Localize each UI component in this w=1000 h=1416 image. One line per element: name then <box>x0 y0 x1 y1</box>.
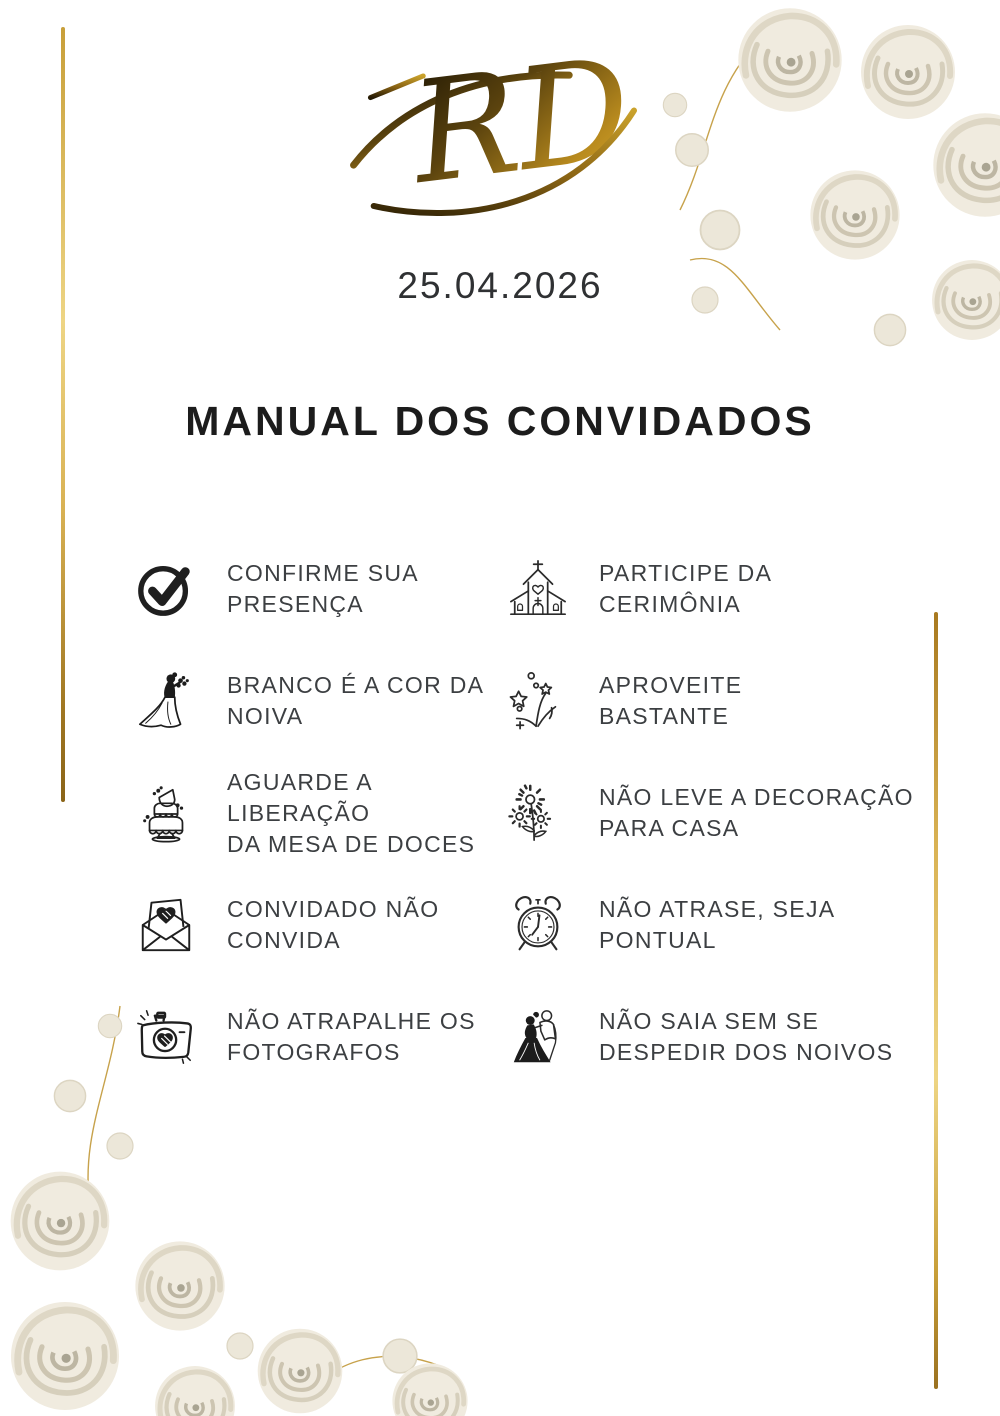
item-text: PARTICIPE DA CERIMÔNIA <box>599 560 773 617</box>
item-text: NÃO SAIA SEM SE DESPEDIR DOS NOIVOS <box>599 1008 894 1065</box>
camera-icon <box>133 1004 199 1070</box>
flowers-icon <box>505 780 571 846</box>
item-text: BRANCO É A COR DA NOIVA <box>227 672 485 729</box>
item-text: CONFIRME SUA PRESENÇA <box>227 560 419 617</box>
alarm-clock-icon <box>505 892 571 958</box>
page-title: MANUAL DOS CONVIDADOS <box>185 398 815 444</box>
check-circle-icon <box>133 556 199 622</box>
item-mesa-de-doces <box>133 769 505 857</box>
bride-icon <box>133 668 199 734</box>
wedding-date: 25.04.2026 <box>397 265 603 306</box>
item-text: NÃO LEVE A DECORAÇÃO PARA CASA <box>599 784 914 841</box>
item-confirme-presenca <box>133 545 505 633</box>
wedding-cake-icon <box>133 780 199 846</box>
monogram-letter-r: RD <box>403 27 640 217</box>
fireworks-icon <box>505 668 571 734</box>
item-nao-leve-decoracao <box>505 769 939 857</box>
item-text: NÃO ATRASE, SEJA PONTUAL <box>599 896 836 953</box>
item-branco-cor-noiva <box>133 657 505 745</box>
item-nao-atrase <box>505 881 939 969</box>
item-nao-atrapalhe-fotografos <box>133 993 505 1081</box>
floral-decoration-top-right <box>650 0 1000 370</box>
monogram-logo <box>335 22 665 232</box>
item-text: NÃO ATRAPALHE OS FOTOGRAFOS <box>227 1008 476 1065</box>
love-letter-icon <box>133 892 199 958</box>
item-text: AGUARDE A LIBERAÇÃO DA MESA DE DOCES <box>227 768 476 857</box>
item-aproveite-bastante <box>505 657 939 745</box>
guidelines-grid <box>133 545 939 1081</box>
item-text: CONVIDADO NÃO CONVIDA <box>227 896 440 953</box>
church-icon <box>505 556 571 622</box>
item-participe-cerimonia <box>505 545 939 633</box>
item-convidado-nao-convida <box>133 881 505 969</box>
item-despedir-noivos <box>505 993 939 1081</box>
dancing-couple-icon <box>505 1004 571 1070</box>
item-text: APROVEITE BASTANTE <box>599 672 743 729</box>
